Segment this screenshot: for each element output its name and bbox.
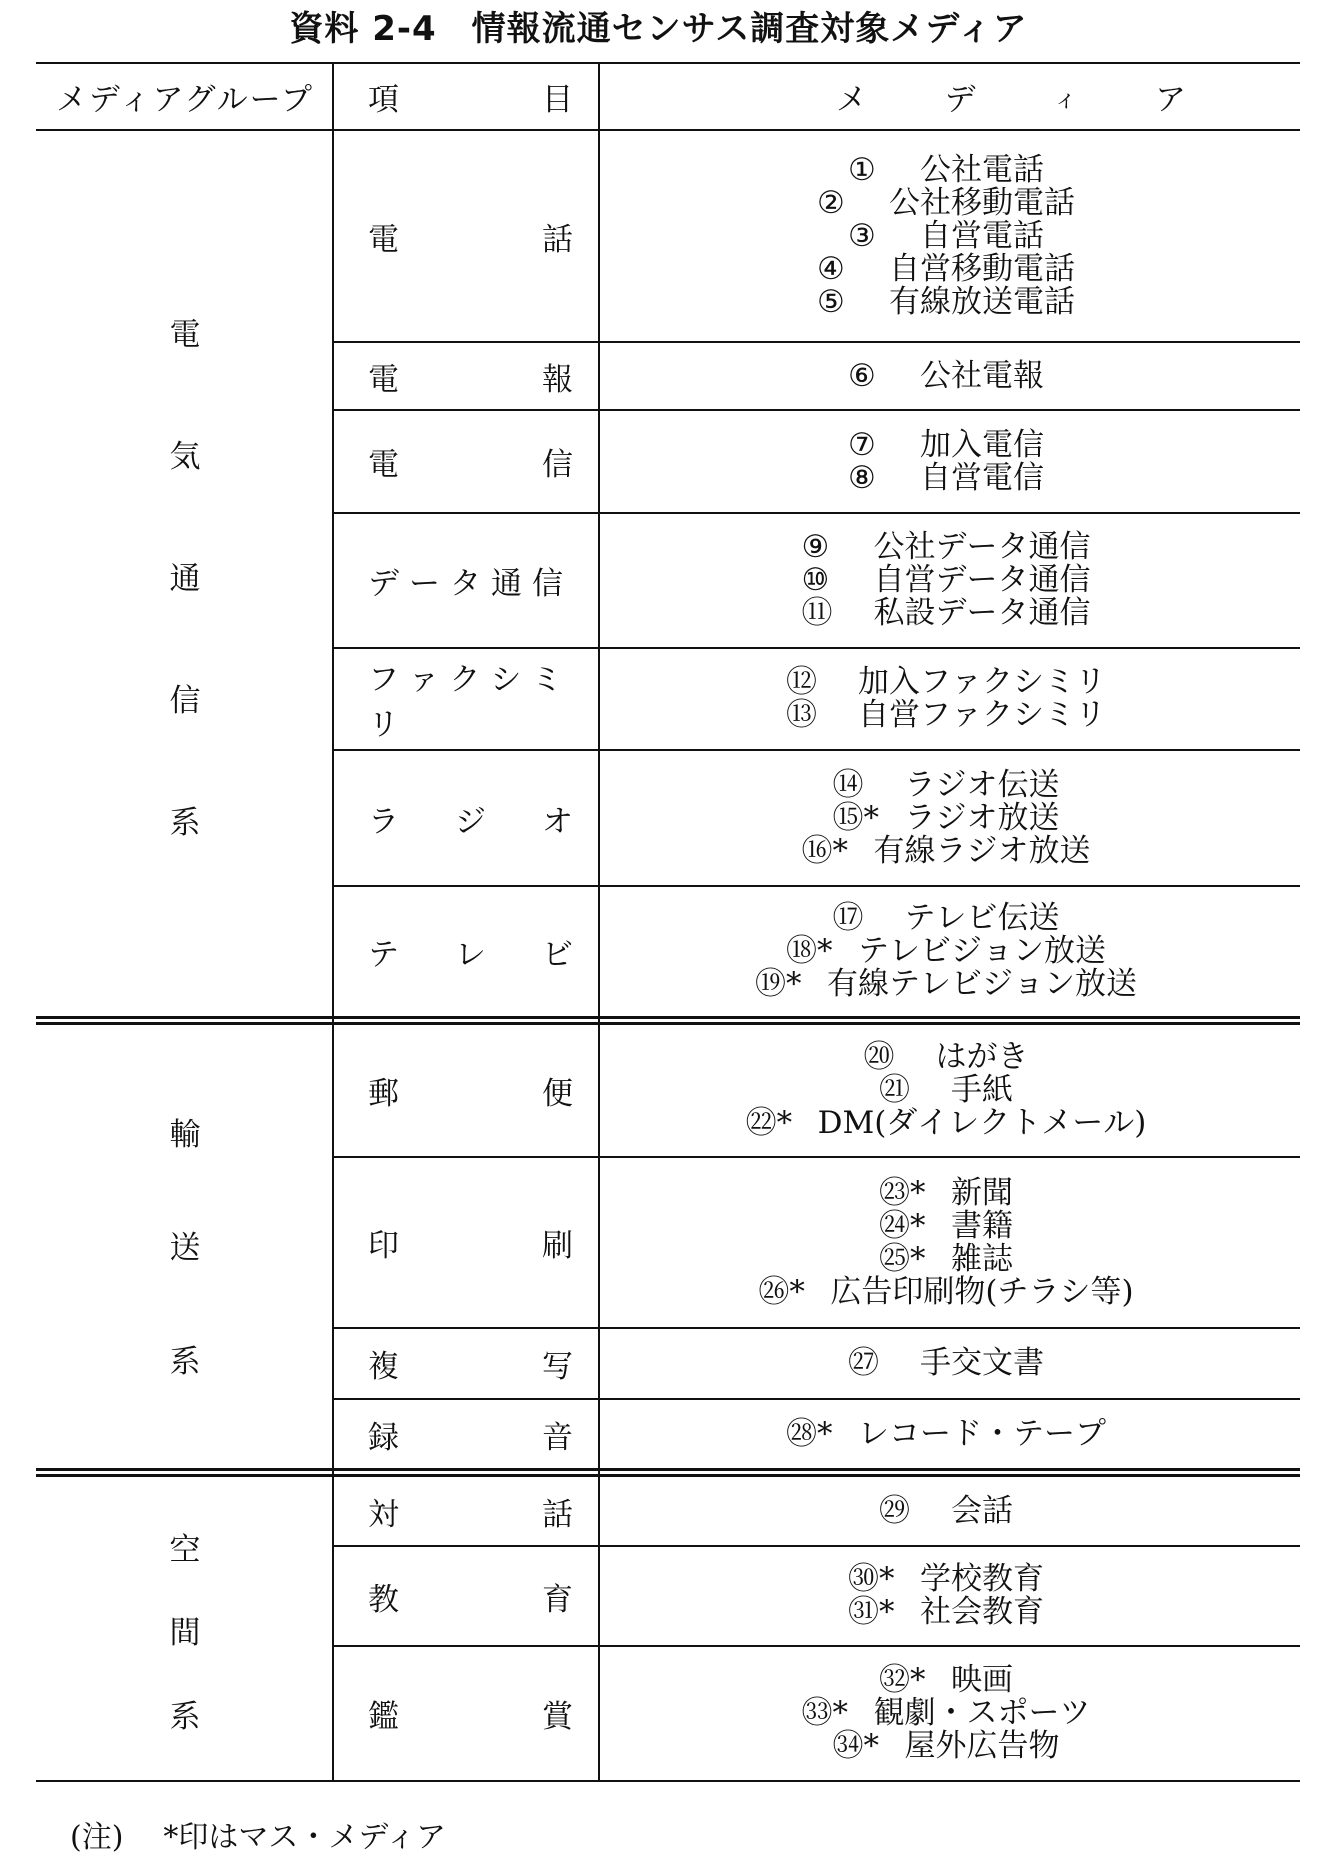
media-number: ⑬ [786, 697, 817, 733]
column-divider [332, 62, 334, 1782]
item-label: 複 [368, 1349, 399, 1385]
media-item [864, 1041, 1029, 1074]
media-number: ㉖* [758, 1273, 805, 1310]
media-item [832, 799, 1060, 836]
group-label-denki: 電 気 通 信 系 [169, 316, 201, 841]
media-item [817, 184, 1075, 221]
media-item [755, 968, 1137, 1001]
media-number: ㉙ [879, 1492, 910, 1529]
media-item [848, 459, 1044, 496]
media-item [848, 1563, 1044, 1596]
media-name: 公 社 電 報 [920, 357, 1044, 394]
media-item [802, 1697, 1091, 1730]
item-label: 教 [368, 1581, 399, 1618]
media-cell [626, 1329, 1266, 1398]
media-name: 書 籍 [951, 1207, 1013, 1244]
media-number: ㉕* [879, 1240, 926, 1277]
media-name: ラ ジ オ 放 送 [904, 799, 1060, 836]
media-item [879, 1240, 1013, 1277]
media-item [848, 217, 1044, 254]
column-divider [598, 62, 600, 1782]
media-name: 公 社 電 話 [920, 151, 1044, 188]
group-label-kukan: 空 間 系 [169, 1532, 201, 1735]
media-number: ⑧ [848, 459, 876, 496]
media-item [879, 1207, 1013, 1244]
item-label: テ [368, 937, 399, 973]
media-number: ⑳ [863, 1039, 895, 1075]
media-number: ⑥ [848, 357, 876, 394]
media-item [848, 151, 1044, 188]
footnote: (注) *印はマス・メディア [70, 1820, 447, 1855]
media-cell [626, 1025, 1266, 1156]
media-cell [626, 1547, 1266, 1645]
item-label: 印 [368, 1228, 399, 1264]
media-item [848, 1596, 1044, 1629]
media-item [848, 426, 1044, 463]
item-label: 賞 [542, 1699, 573, 1735]
media-number: ③ [848, 217, 876, 254]
media-number: ㉓* [879, 1174, 926, 1211]
item-label: ファクシミリ [368, 662, 573, 743]
media-item [786, 1415, 1106, 1452]
media-name: 社 会 教 育 [920, 1594, 1044, 1630]
item-label: オ [542, 803, 573, 840]
media-name: 自 営 電 話 [920, 217, 1044, 254]
item-cell [368, 887, 573, 1016]
item-label: ジ [455, 803, 486, 840]
media-number: ⑦ [848, 426, 876, 463]
media-number: ㉝* [801, 1695, 848, 1731]
media-item [832, 766, 1060, 803]
media-item [786, 699, 1106, 732]
media-name: 広 告 印 刷 物 ( チ ラ シ 等 ) [830, 1273, 1134, 1310]
item-label: 刷 [542, 1228, 573, 1264]
media-number: ⑰ [832, 900, 864, 936]
media-name: は が き [935, 1039, 1029, 1075]
media-number: ㉞* [832, 1728, 879, 1764]
item-cell [368, 1158, 573, 1327]
item-cell [368, 649, 573, 749]
media-number: ⑲* [755, 966, 802, 1002]
media-number: ㉛* [848, 1594, 895, 1630]
media-number: ㉚* [848, 1561, 895, 1597]
media-number: ⑭ [832, 766, 864, 803]
item-label: 電 [368, 361, 399, 398]
media-cell [626, 1158, 1266, 1327]
media-name: 有 線 テ レ ビ ジ ョ ン 放 送 [827, 966, 1137, 1002]
media-cell [626, 131, 1266, 341]
media-number: ④ [817, 250, 845, 287]
item-cell [368, 1400, 573, 1468]
media-name: レ コ ー ド ・ テ ー プ [858, 1415, 1106, 1452]
item-cell [368, 343, 573, 409]
media-cell [626, 411, 1266, 512]
media-item [802, 564, 1091, 597]
media-name: テ レ ビ 伝 送 [904, 900, 1060, 936]
item-label: 写 [542, 1349, 573, 1385]
media-number: ⑯* [801, 832, 848, 869]
media-cell [626, 1477, 1266, 1545]
item-cell [368, 1025, 573, 1156]
group-divider [36, 1016, 1300, 1019]
media-name: 会 話 [951, 1492, 1013, 1529]
media-cell [626, 1647, 1266, 1780]
media-number: ⑨ [801, 529, 830, 565]
media-item [833, 902, 1060, 935]
media-name: 映 画 [951, 1662, 1013, 1698]
item-label: 電 [368, 221, 399, 258]
media-item [746, 1107, 1147, 1140]
item-cell [368, 1647, 573, 1780]
item-label: データ通信 [368, 566, 573, 602]
item-label: 電 [368, 447, 399, 483]
media-name: 私 設 デ ー タ 通 信 [873, 595, 1091, 631]
item-label: 録 [368, 1419, 399, 1456]
media-number: ㉑ [879, 1072, 910, 1108]
header-group: メディアグループ [55, 82, 315, 118]
media-number: ⑱* [786, 933, 833, 969]
media-number: ㉜* [879, 1662, 926, 1698]
item-label: レ [455, 937, 486, 973]
media-name: 学 校 教 育 [920, 1561, 1044, 1597]
media-name: 有 線 ラ ジ オ 放 送 [873, 832, 1091, 869]
media-number: ㉒* [745, 1105, 793, 1141]
media-item [817, 283, 1075, 320]
item-label: 話 [542, 221, 573, 258]
media-item [848, 357, 1044, 394]
media-name: 自 営 デ ー タ 通 信 [873, 562, 1091, 598]
media-cell [626, 1400, 1266, 1468]
media-name: 自 営 電 信 [920, 459, 1044, 496]
group-label-yuso: 輸 送 系 [169, 1117, 201, 1380]
media-name: 新 聞 [951, 1174, 1013, 1211]
header-item: 項 目 [368, 82, 573, 118]
item-cell [368, 1477, 573, 1545]
media-name: 自 営 移 動 電 話 [889, 250, 1075, 287]
media-number: ② [817, 184, 845, 221]
media-item [758, 1273, 1134, 1310]
media-name: 観 劇 ・ ス ポ ー ツ [873, 1695, 1091, 1731]
media-name: 加 入 電 信 [920, 426, 1044, 463]
media-cell [626, 514, 1266, 647]
media-item [879, 1664, 1013, 1697]
media-item [786, 935, 1106, 968]
media-item [802, 597, 1091, 630]
media-cell [626, 887, 1266, 1016]
group-divider [36, 1468, 1300, 1471]
media-cell [626, 751, 1266, 885]
media-name: 手 交 文 書 [920, 1345, 1044, 1381]
media-name: テ レ ビ ジ ョ ン 放 送 [858, 933, 1106, 969]
header-media: メ デ ィ ア [836, 82, 1186, 118]
media-cell [626, 649, 1266, 749]
media-number: ㉗ [848, 1345, 879, 1381]
item-label: ラ [368, 803, 399, 840]
item-cell [368, 1329, 573, 1398]
item-cell [368, 131, 573, 341]
media-name: 加 入 フ ァ ク シ ミ リ [858, 664, 1106, 700]
item-label: 音 [542, 1419, 573, 1456]
item-label: 郵 [368, 1076, 399, 1112]
media-item [802, 531, 1091, 564]
media-cell [626, 343, 1266, 409]
media-number: ① [848, 151, 876, 188]
media-name: 自 営 フ ァ ク シ ミ リ [858, 697, 1106, 733]
media-name: 雑 誌 [951, 1240, 1013, 1277]
media-number: ⑫ [786, 664, 817, 700]
media-item [817, 250, 1075, 287]
item-label: 報 [542, 361, 573, 398]
media-item [879, 1492, 1013, 1529]
media-item [833, 1730, 1060, 1763]
media-name: 公 社 移 動 電 話 [889, 184, 1075, 221]
item-label: 対 [368, 1496, 399, 1533]
page-title: 資料 2-4 情報流通センサス調査対象メディア [289, 9, 1028, 49]
media-number: ⑪ [801, 595, 833, 631]
media-number: ⑤ [817, 283, 845, 320]
item-cell [368, 751, 573, 885]
media-item [848, 1347, 1044, 1380]
media-item [801, 832, 1091, 869]
media-number: ⑩ [801, 562, 830, 598]
item-cell [368, 1547, 573, 1645]
media-item [786, 666, 1106, 699]
media-name: 手 紙 [951, 1072, 1013, 1108]
media-name: 屋 外 広 告 物 [904, 1728, 1060, 1764]
media-number: ⑮* [832, 799, 879, 836]
media-name: ラ ジ オ 伝 送 [904, 766, 1060, 803]
media-number: ㉔* [879, 1207, 926, 1244]
item-label: 育 [542, 1581, 573, 1618]
item-cell [368, 411, 573, 512]
item-label: 鑑 [368, 1699, 399, 1735]
media-name: 公 社 デ ー タ 通 信 [873, 529, 1091, 565]
media-name: D M ( ダ イ レ ク ト メ ー ル ) [817, 1105, 1147, 1141]
item-label: 話 [542, 1496, 573, 1533]
item-cell [368, 514, 573, 647]
table-bottom-rule [36, 1780, 1300, 1782]
item-label: ビ [542, 937, 573, 973]
media-item [879, 1174, 1013, 1211]
media-name: 有 線 放 送 電 話 [889, 283, 1075, 320]
media-number: ㉘* [786, 1415, 833, 1452]
item-label: 便 [542, 1076, 573, 1112]
item-label: 信 [542, 447, 573, 483]
media-item [879, 1074, 1013, 1107]
